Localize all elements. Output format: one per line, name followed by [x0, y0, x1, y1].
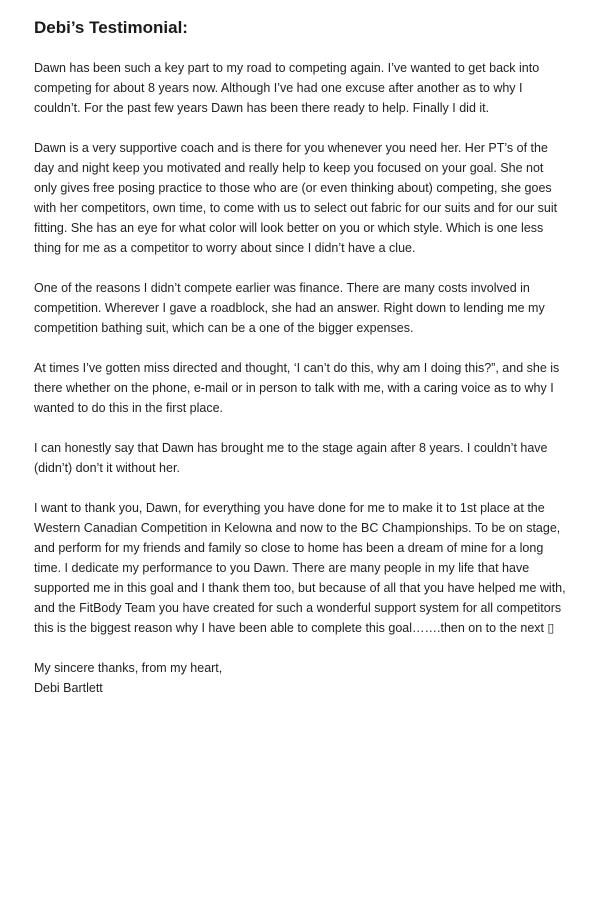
paragraph-6: I want to thank you, Dawn, for everything you have done for me to make it to 1st place at the Western Canadian Competition in Kelowna and now to the BC Championships. To be on stage, and perform for my friends and family so close to home has been a dream of mine for a long time. I dedicate my performance to you Dawn. There are many people in my life that have supported me in this goal and I thank them too, but because of all that you have helped me with, and the FitBody Team you have created for such a wonderful support system for all competitors this is the biggest reason why I have been able to complete this goal…….then on to the next ▯ [34, 501, 566, 635]
paragraph-1: Dawn has been such a key part to my road to competing again. I’ve wanted to get back into competing for about 8 years now. Although I’ve had one excuse after another as to why I couldn’t. For the past few years Dawn has been there ready to help. Finally I did it. [34, 61, 540, 115]
paragraph-4: At times I’ve gotten miss directed and thought, ‘I can’t do this, why am I doing this?”, and she is there whether on the phone, e-mail or in person to talk with me, with a caring voice as to why I wanted to do this in the first place. [34, 361, 560, 415]
closing-line: My sincere thanks, from my heart, [34, 661, 223, 675]
document-page [34, 18, 566, 698]
signature-name: Debi Bartlett [34, 681, 103, 695]
paragraph-5: I can honestly say that Dawn has brought me to the stage again after 8 years. I couldn’t have (didn’t) don’t it without her. [34, 441, 548, 475]
page-title: Debi’s Testimonial: [34, 18, 188, 37]
paragraph-2: Dawn is a very supportive coach and is there for you whenever you need her. Her PT’s of the day and night keep you motivated and really help to keep you focused on your goal. She not only gives free posing practice to those who are (or even thinking about) competing, she goes with her competitors, own time, to come with us to select out fabric for our suits and for our suit fitting. She has an eye for what color will look better on you or which style. Which is one less thing for me as a competitor to worry about since I didn’t have a clue. [34, 141, 558, 255]
paragraph-3: One of the reasons I didn’t compete earlier was finance. There are many costs involved in competition. Wherever I gave a roadblock, she had an answer. Right down to lending me my competition bathing suit, which can be a one of the bigger expenses. [34, 281, 545, 335]
